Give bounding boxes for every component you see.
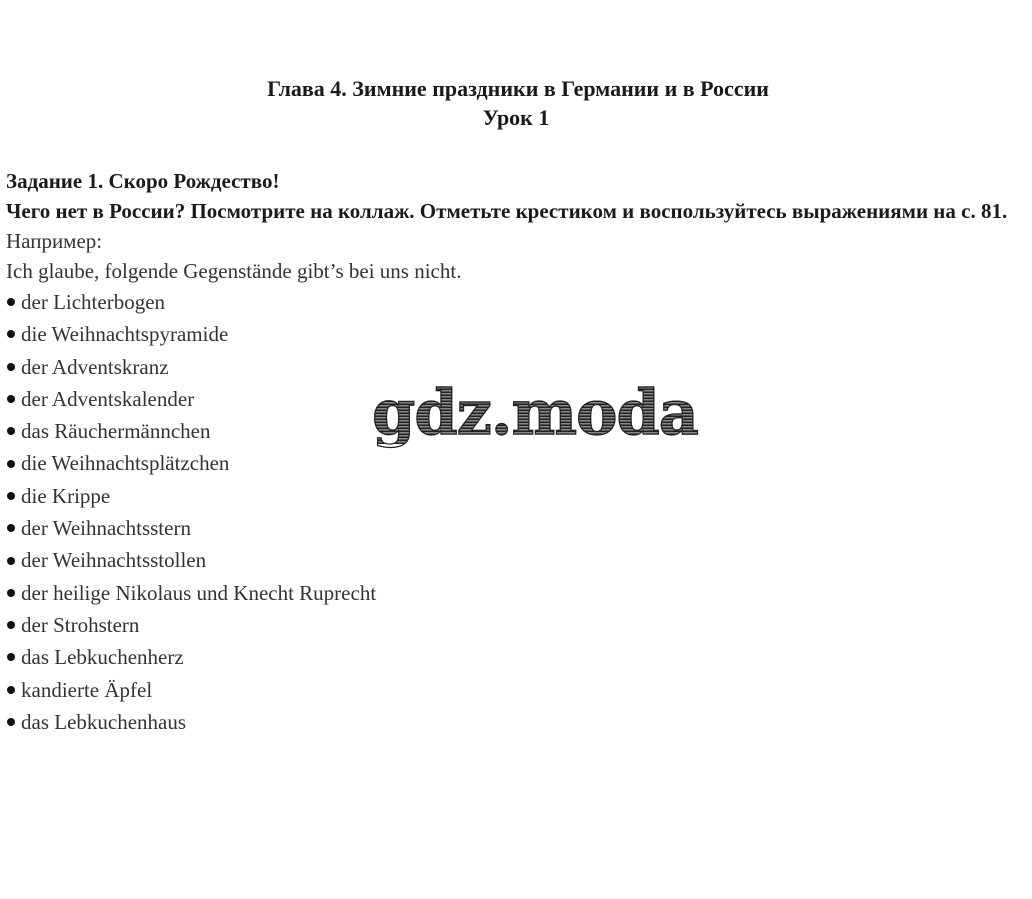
bullet-icon [7,395,15,403]
list-item [6,447,1026,479]
list-item [6,286,1026,318]
task-instruction: Чего нет в России? Посмотрите на коллаж. Отметьте крестиком и воспользуйтесь выражениями на с. 81. [6,199,1008,223]
list-item-text: das Lebkuchenhaus [21,709,187,734]
list-item [6,609,1026,641]
lesson-title: Урок 1 [482,105,550,130]
bullet-icon [7,621,15,629]
bullet-icon [7,524,15,532]
bullet-icon [7,653,15,661]
list-item-text: der Adventskalender [21,386,195,411]
bullet-icon [7,492,15,500]
list-item-text: die Krippe [21,483,111,508]
bullet-icon [7,686,15,694]
vocabulary-list [6,286,1026,738]
bullet-icon [7,427,15,435]
bullet-icon [7,330,15,338]
list-item [6,544,1026,576]
example-sentence: Ich glaube, folgende Gegenstände gibt’s bei uns nicht. [6,259,462,283]
list-item-text: der Strohstern [21,612,140,637]
task-section [6,166,1026,738]
list-item-text: kandierte Äpfel [21,677,153,702]
bullet-icon [7,718,15,726]
list-item-text: der Lichterbogen [21,290,166,314]
list-item-text: das Lebkuchenherz [21,645,184,670]
bullet-icon [7,460,15,468]
page-header [0,74,1032,132]
bullet-icon [7,363,15,371]
list-item [6,577,1026,609]
list-item [6,318,1026,350]
list-item [6,641,1026,673]
list-item-text: das Räuchermännchen [21,419,211,444]
list-item-text: die Weihnachtsplätzchen [21,451,230,476]
task-title: Задание 1. Скоро Рождество! [6,169,280,193]
chapter-title: Глава 4. Зимние праздники в Германии и в России [267,76,769,101]
bullet-icon [7,589,15,597]
list-item-text: der heilige Nikolaus und Knecht Ruprecht [21,580,377,605]
watermark-logo: gdz.moda [372,376,698,449]
list-item-text: der Weihnachtsstern [21,516,191,541]
bullet-icon [7,557,15,565]
list-item [6,674,1026,706]
list-item-text: der Adventskranz [21,354,169,379]
list-item [6,480,1026,512]
example-label: Например: [6,229,103,253]
list-item-text: der Weihnachtsstollen [21,548,207,573]
list-item-text: die Weihnachtspyramide [21,322,229,347]
list-item [6,706,1026,738]
list-item [6,512,1026,544]
bullet-icon [7,298,15,306]
